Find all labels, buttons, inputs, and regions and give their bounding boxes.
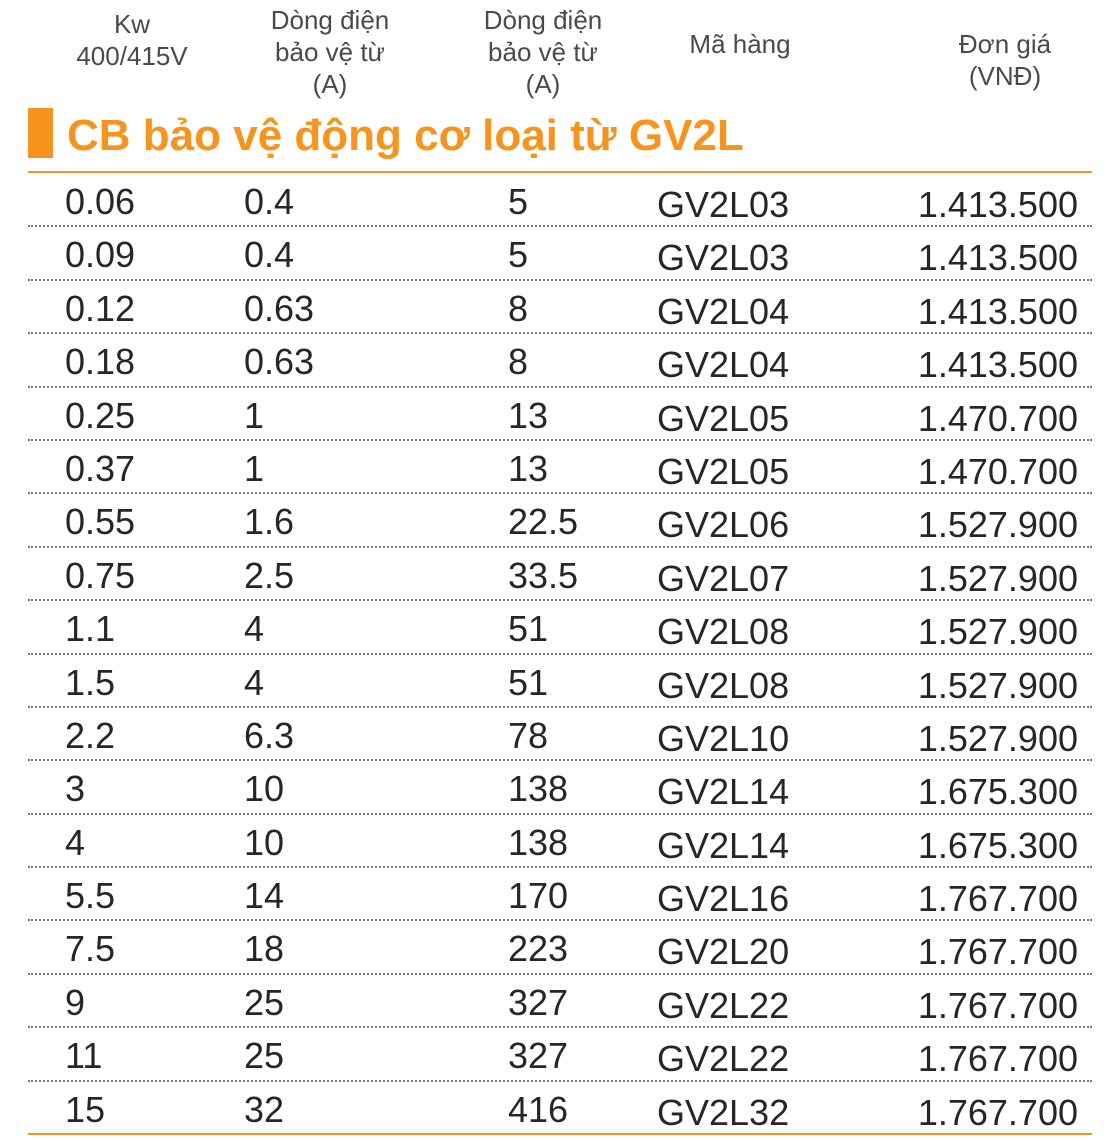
header-col3-line3: (A) — [525, 69, 561, 99]
table-bottom-divider — [28, 1133, 1092, 1135]
table-row — [28, 761, 1092, 814]
cell-unit-price: 1.413.500 — [917, 184, 1078, 225]
table-row — [28, 227, 1092, 280]
table-row — [28, 548, 1092, 601]
cell-protection-current-1: 4 — [244, 608, 265, 650]
table-row — [28, 601, 1092, 654]
header-kw-line2: 400/415V — [76, 41, 188, 71]
cell-product-code: GV2L14 — [657, 771, 790, 813]
cell-unit-price: 1.527.900 — [917, 664, 1078, 706]
cell-product-code: GV2L20 — [657, 931, 790, 973]
cell-kw: 11 — [65, 1035, 103, 1077]
cell-protection-current-1: 25 — [244, 1035, 285, 1077]
cell-protection-current-2: 22.5 — [508, 501, 579, 543]
cell-protection-current-1: 1 — [244, 447, 265, 489]
cell-kw: 0.75 — [65, 554, 136, 596]
header-col2-line3: (A) — [312, 69, 348, 99]
cell-kw: 9 — [65, 981, 86, 1023]
cell-unit-price: 1.413.500 — [917, 237, 1078, 279]
cell-unit-price: 1.767.700 — [917, 1091, 1078, 1133]
cell-unit-price: 1.767.700 — [917, 1038, 1078, 1080]
header-col2-line2: bảo vệ từ — [275, 37, 385, 67]
cell-kw: 0.18 — [65, 341, 136, 383]
cell-protection-current-1: 0.63 — [244, 341, 315, 383]
cell-unit-price: 1.675.300 — [917, 771, 1078, 813]
cell-protection-current-1: 2.5 — [244, 554, 295, 596]
cell-unit-price: 1.470.700 — [917, 450, 1078, 492]
cell-unit-price: 1.470.700 — [917, 397, 1078, 439]
table-row — [28, 921, 1092, 974]
cell-product-code: GV2L04 — [657, 344, 790, 386]
cell-kw: 1.5 — [65, 661, 116, 703]
cell-unit-price: 1.767.700 — [917, 984, 1078, 1026]
cell-product-code: GV2L22 — [657, 984, 790, 1026]
cell-protection-current-2: 5 — [508, 181, 529, 222]
cell-protection-current-2: 13 — [508, 394, 549, 436]
cell-protection-current-2: 8 — [508, 287, 529, 329]
cell-protection-current-2: 5 — [508, 234, 529, 276]
cell-product-code: GV2L10 — [657, 717, 790, 759]
header-col2-line1: Dòng điện — [270, 5, 390, 35]
header-kw-line1: Kw — [113, 9, 151, 39]
table-row — [28, 334, 1092, 387]
cell-protection-current-1: 1.6 — [244, 501, 295, 543]
cell-protection-current-2: 78 — [508, 714, 549, 756]
cell-protection-current-1: 0.63 — [244, 287, 315, 329]
table-row — [28, 655, 1092, 708]
cell-protection-current-1: 25 — [244, 981, 285, 1023]
cell-protection-current-2: 416 — [508, 1088, 569, 1130]
price-table — [28, 174, 1092, 1133]
cell-protection-current-1: 10 — [244, 821, 285, 863]
cell-unit-price: 1.413.500 — [917, 344, 1078, 386]
header-protection-current-1 — [245, 4, 415, 100]
table-row — [28, 281, 1092, 334]
cell-product-code: GV2L32 — [657, 1091, 790, 1133]
cell-kw: 0.55 — [65, 501, 136, 543]
header-price-line1: Đơn giá — [958, 29, 1052, 59]
header-col3-line2: bảo vệ từ — [488, 37, 598, 67]
cell-unit-price: 1.675.300 — [917, 824, 1078, 866]
table-row — [28, 1082, 1092, 1133]
cell-protection-current-1: 0.4 — [244, 234, 295, 276]
cell-product-code: GV2L08 — [657, 611, 790, 653]
cell-kw: 2.2 — [65, 714, 116, 756]
cell-unit-price: 1.527.900 — [917, 717, 1078, 759]
cell-protection-current-1: 18 — [244, 928, 285, 970]
cell-protection-current-2: 51 — [508, 608, 549, 650]
cell-product-code: GV2L22 — [657, 1038, 790, 1080]
cell-unit-price: 1.527.900 — [917, 504, 1078, 546]
table-row — [28, 975, 1092, 1028]
cell-protection-current-2: 13 — [508, 447, 549, 489]
cell-product-code: GV2L05 — [657, 450, 790, 492]
section-title: CB bảo vệ động cơ loại từ GV2L — [67, 111, 744, 160]
section-heading — [28, 104, 744, 174]
header-code-line1: Mã hàng — [689, 29, 791, 59]
cell-protection-current-1: 6.3 — [244, 714, 295, 756]
cell-product-code: GV2L07 — [657, 557, 790, 599]
cell-unit-price: 1.413.500 — [917, 290, 1078, 332]
cell-unit-price: 1.527.900 — [917, 557, 1078, 599]
cell-kw: 15 — [65, 1088, 106, 1130]
cell-kw: 4 — [65, 821, 86, 863]
section-marker-bar — [28, 108, 53, 158]
table-row — [28, 868, 1092, 921]
cell-product-code: GV2L14 — [657, 824, 790, 866]
header-col3-line1: Dòng điện — [483, 5, 603, 35]
cell-protection-current-1: 1 — [244, 394, 265, 436]
cell-protection-current-2: 138 — [508, 768, 569, 810]
cell-protection-current-2: 33.5 — [508, 554, 579, 596]
cell-product-code: GV2L06 — [657, 504, 790, 546]
cell-protection-current-2: 138 — [508, 821, 569, 863]
cell-product-code: GV2L05 — [657, 397, 790, 439]
cell-product-code: GV2L08 — [657, 664, 790, 706]
table-row — [28, 708, 1092, 761]
cell-protection-current-1: 4 — [244, 661, 265, 703]
cell-kw: 3 — [65, 768, 86, 810]
cell-kw: 7.5 — [65, 928, 116, 970]
cell-kw: 0.09 — [65, 234, 136, 276]
cell-product-code: GV2L03 — [657, 184, 790, 225]
header-product-code — [660, 28, 820, 60]
header-kw — [62, 8, 202, 72]
cell-product-code: GV2L16 — [657, 878, 790, 920]
header-unit-price — [925, 28, 1085, 92]
cell-protection-current-1: 32 — [244, 1088, 285, 1130]
cell-kw: 5.5 — [65, 875, 116, 917]
cell-protection-current-2: 170 — [508, 875, 569, 917]
cell-kw: 0.37 — [65, 447, 136, 489]
table-row — [28, 174, 1092, 227]
header-price-line2: (VNĐ) — [968, 61, 1042, 91]
cell-product-code: GV2L04 — [657, 290, 790, 332]
table-row — [28, 1028, 1092, 1081]
table-row — [28, 388, 1092, 441]
table-row — [28, 494, 1092, 547]
cell-protection-current-2: 327 — [508, 1035, 569, 1077]
cell-protection-current-2: 8 — [508, 341, 529, 383]
cell-unit-price: 1.767.700 — [917, 878, 1078, 920]
cell-kw: 0.12 — [65, 287, 136, 329]
cell-protection-current-1: 10 — [244, 768, 285, 810]
cell-kw: 0.06 — [65, 181, 136, 222]
cell-protection-current-2: 327 — [508, 981, 569, 1023]
cell-kw: 0.25 — [65, 394, 136, 436]
table-row — [28, 441, 1092, 494]
cell-product-code: GV2L03 — [657, 237, 790, 279]
cell-protection-current-2: 223 — [508, 928, 569, 970]
table-row — [28, 815, 1092, 868]
section-divider — [28, 171, 1092, 173]
cell-protection-current-1: 0.4 — [244, 181, 295, 222]
cell-protection-current-2: 51 — [508, 661, 549, 703]
cell-kw: 1.1 — [65, 608, 116, 650]
cell-protection-current-1: 14 — [244, 875, 285, 917]
cell-unit-price: 1.527.900 — [917, 611, 1078, 653]
header-protection-current-2 — [458, 4, 628, 100]
cell-unit-price: 1.767.700 — [917, 931, 1078, 973]
